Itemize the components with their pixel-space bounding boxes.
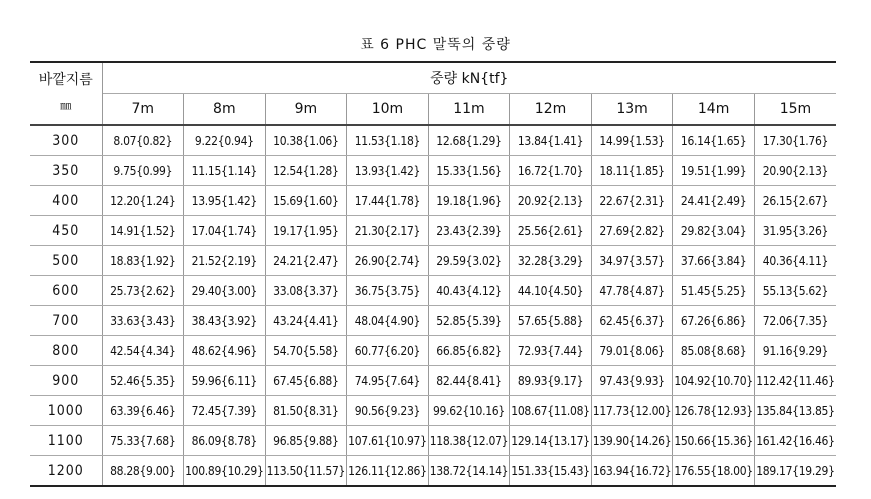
diameter-cell: 300	[30, 125, 102, 156]
weight-cell: 75.33{7.68}	[102, 426, 184, 456]
weight-cell: 42.54{4.34}	[102, 336, 184, 366]
weight-cell: 12.20{1.24}	[102, 186, 184, 216]
weight-cell: 12.68{1.29}	[428, 125, 510, 156]
length-header: 12m	[510, 94, 592, 126]
weight-cell: 126.11{12.86}	[347, 456, 429, 487]
diameter-cell: 1100	[30, 426, 102, 456]
weight-cell: 24.41{2.49}	[673, 186, 755, 216]
weight-cell: 100.89{10.29}	[184, 456, 266, 487]
weight-cell: 51.45{5.25}	[673, 276, 755, 306]
weight-cell: 27.69{2.82}	[591, 216, 673, 246]
weight-cell: 117.73{12.00}	[591, 396, 673, 426]
diameter-cell: 1000	[30, 396, 102, 426]
weight-cell: 57.65{5.88}	[510, 306, 592, 336]
weight-cell: 113.50{11.57}	[265, 456, 347, 487]
weight-cell: 17.44{1.78}	[347, 186, 429, 216]
diameter-cell: 1200	[30, 456, 102, 487]
weight-cell: 66.85{6.82}	[428, 336, 510, 366]
weight-cell: 74.95{7.64}	[347, 366, 429, 396]
weight-cell: 24.21{2.47}	[265, 246, 347, 276]
table-row	[30, 216, 836, 246]
length-header: 14m	[673, 94, 755, 126]
outer-diameter-label: 바깥지름	[38, 72, 93, 88]
weight-cell: 189.17{19.29}	[754, 456, 836, 487]
weight-cell: 163.94{16.72}	[591, 456, 673, 487]
weight-cell: 23.43{2.39}	[428, 216, 510, 246]
outer-diameter-unit: ㎜	[60, 99, 72, 112]
length-header: 8m	[184, 94, 266, 126]
weight-cell: 13.93{1.42}	[347, 156, 429, 186]
table-row	[30, 246, 836, 276]
weight-cell: 40.43{4.12}	[428, 276, 510, 306]
weight-cell: 16.72{1.70}	[510, 156, 592, 186]
weight-cell: 54.70{5.58}	[265, 336, 347, 366]
weight-cell: 10.38{1.06}	[265, 125, 347, 156]
weight-cell: 161.42{16.46}	[754, 426, 836, 456]
table-row	[30, 125, 836, 156]
weight-cell: 129.14{13.17}	[510, 426, 592, 456]
weight-cell: 72.06{7.35}	[754, 306, 836, 336]
weight-cell: 139.90{14.26}	[591, 426, 673, 456]
weight-cell: 63.39{6.46}	[102, 396, 184, 426]
weight-cell: 33.63{3.43}	[102, 306, 184, 336]
weight-cell: 14.91{1.52}	[102, 216, 184, 246]
weight-cell: 21.52{2.19}	[184, 246, 266, 276]
weight-cell: 91.16{9.29}	[754, 336, 836, 366]
table-row	[30, 276, 836, 306]
weight-cell: 108.67{11.08}	[510, 396, 592, 426]
weight-cell: 34.97{3.57}	[591, 246, 673, 276]
weight-cell: 16.14{1.65}	[673, 125, 755, 156]
weight-cell: 11.15{1.14}	[184, 156, 266, 186]
table-title: 표 6 PHC 말뚝의 중량	[360, 37, 511, 53]
weight-cell: 86.09{8.78}	[184, 426, 266, 456]
weight-cell: 14.99{1.53}	[591, 125, 673, 156]
weight-cell: 44.10{4.50}	[510, 276, 592, 306]
weight-cell: 22.67{2.31}	[591, 186, 673, 216]
weight-cell: 72.93{7.44}	[510, 336, 592, 366]
diameter-cell: 900	[30, 366, 102, 396]
weight-cell: 176.55{18.00}	[673, 456, 755, 487]
weight-cell: 79.01{8.06}	[591, 336, 673, 366]
weight-cell: 81.50{8.31}	[265, 396, 347, 426]
weight-cell: 85.08{8.68}	[673, 336, 755, 366]
weight-cell: 107.61{10.97}	[347, 426, 429, 456]
weight-cell: 47.78{4.87}	[591, 276, 673, 306]
weight-cell: 67.45{6.88}	[265, 366, 347, 396]
weight-cell: 112.42{11.46}	[754, 366, 836, 396]
weight-cell: 18.11{1.85}	[591, 156, 673, 186]
weight-cell: 97.43{9.93}	[591, 366, 673, 396]
diameter-cell: 500	[30, 246, 102, 276]
diameter-cell: 450	[30, 216, 102, 246]
diameter-cell: 600	[30, 276, 102, 306]
weight-cell: 19.18{1.96}	[428, 186, 510, 216]
diameter-cell: 700	[30, 306, 102, 336]
weight-cell: 29.40{3.00}	[184, 276, 266, 306]
weight-cell: 17.04{1.74}	[184, 216, 266, 246]
weight-cell: 72.45{7.39}	[184, 396, 266, 426]
weight-cell: 17.30{1.76}	[754, 125, 836, 156]
weight-cell: 21.30{2.17}	[347, 216, 429, 246]
weight-cell: 8.07{0.82}	[102, 125, 184, 156]
length-header: 15m	[754, 94, 836, 126]
weight-cell: 52.46{5.35}	[102, 366, 184, 396]
weight-cell: 150.66{15.36}	[673, 426, 755, 456]
length-header: 13m	[591, 94, 673, 126]
table-row	[30, 156, 836, 186]
weight-cell: 9.22{0.94}	[184, 125, 266, 156]
table-row	[30, 186, 836, 216]
length-header: 9m	[265, 94, 347, 126]
diameter-cell: 350	[30, 156, 102, 186]
weight-cell: 37.66{3.84}	[673, 246, 755, 276]
table-row	[30, 306, 836, 336]
length-header: 7m	[102, 94, 184, 126]
weight-cell: 29.59{3.02}	[428, 246, 510, 276]
weight-cell: 9.75{0.99}	[102, 156, 184, 186]
weight-cell: 48.62{4.96}	[184, 336, 266, 366]
weight-cell: 11.53{1.18}	[347, 125, 429, 156]
weight-cell: 135.84{13.85}	[754, 396, 836, 426]
weight-cell: 52.85{5.39}	[428, 306, 510, 336]
table-row	[30, 366, 836, 396]
weight-cell: 36.75{3.75}	[347, 276, 429, 306]
table-row	[30, 336, 836, 366]
weight-cell: 126.78{12.93}	[673, 396, 755, 426]
weight-cell: 15.33{1.56}	[428, 156, 510, 186]
weight-cell: 20.92{2.13}	[510, 186, 592, 216]
weight-cell: 89.93{9.17}	[510, 366, 592, 396]
table-row	[30, 396, 836, 426]
weight-cell: 38.43{3.92}	[184, 306, 266, 336]
weight-cell: 90.56{9.23}	[347, 396, 429, 426]
pile-weight-table	[30, 61, 836, 487]
weight-cell: 25.73{2.62}	[102, 276, 184, 306]
table-row	[30, 426, 836, 456]
weight-cell: 26.90{2.74}	[347, 246, 429, 276]
weight-cell: 60.77{6.20}	[347, 336, 429, 366]
weight-cell: 29.82{3.04}	[673, 216, 755, 246]
weight-cell: 48.04{4.90}	[347, 306, 429, 336]
table-body	[30, 125, 836, 486]
weight-cell: 151.33{15.43}	[510, 456, 592, 487]
weight-cell: 15.69{1.60}	[265, 186, 347, 216]
weight-cell: 43.24{4.41}	[265, 306, 347, 336]
weight-cell: 25.56{2.61}	[510, 216, 592, 246]
weight-cell: 18.83{1.92}	[102, 246, 184, 276]
weight-group-header: 중량 kN{tf}	[102, 62, 836, 94]
weight-cell: 118.38{12.07}	[428, 426, 510, 456]
weight-cell: 20.90{2.13}	[754, 156, 836, 186]
weight-cell: 138.72{14.14}	[428, 456, 510, 487]
weight-cell: 40.36{4.11}	[754, 246, 836, 276]
weight-cell: 67.26{6.86}	[673, 306, 755, 336]
weight-cell: 62.45{6.37}	[591, 306, 673, 336]
weight-cell: 13.84{1.41}	[510, 125, 592, 156]
outer-diameter-header	[30, 62, 102, 125]
length-header: 10m	[347, 94, 429, 126]
weight-cell: 12.54{1.28}	[265, 156, 347, 186]
weight-cell: 13.95{1.42}	[184, 186, 266, 216]
weight-cell: 99.62{10.16}	[428, 396, 510, 426]
weight-cell: 55.13{5.62}	[754, 276, 836, 306]
weight-cell: 26.15{2.67}	[754, 186, 836, 216]
table-row	[30, 456, 836, 487]
weight-cell: 33.08{3.37}	[265, 276, 347, 306]
weight-cell: 19.17{1.95}	[265, 216, 347, 246]
weight-cell: 19.51{1.99}	[673, 156, 755, 186]
weight-cell: 32.28{3.29}	[510, 246, 592, 276]
weight-cell: 82.44{8.41}	[428, 366, 510, 396]
length-header: 11m	[428, 94, 510, 126]
weight-cell: 59.96{6.11}	[184, 366, 266, 396]
length-header-row	[30, 94, 836, 126]
weight-cell: 31.95{3.26}	[754, 216, 836, 246]
diameter-cell: 800	[30, 336, 102, 366]
weight-cell: 104.92{10.70}	[673, 366, 755, 396]
weight-cell: 88.28{9.00}	[102, 456, 184, 487]
diameter-cell: 400	[30, 186, 102, 216]
weight-cell: 96.85{9.88}	[265, 426, 347, 456]
